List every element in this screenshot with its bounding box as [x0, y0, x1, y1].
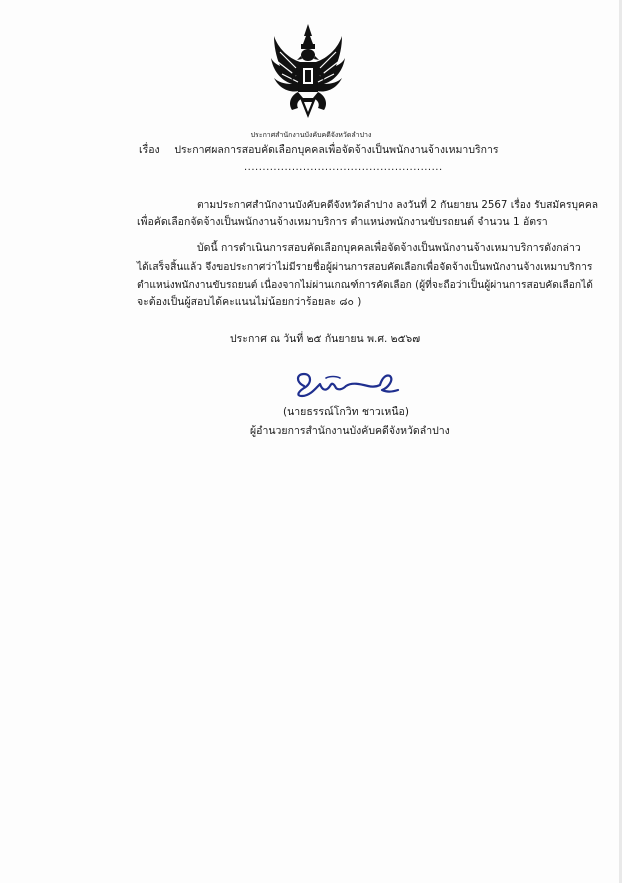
subject-label: เรื่อง — [139, 144, 160, 156]
subject-line — [139, 143, 499, 157]
paragraph-1-line-1: ตามประกาศสำนักงานบังคับคดีจังหวัดลำปาง ลงวันที่ 2 กันยายน 2567 เรื่อง รับสมัครบุคคล — [197, 199, 599, 211]
paragraph-2-line-3: ตำแหน่งพนักงานขับรถยนต์ เนื่องจากไม่ผ่านเกณฑ์การคัดเลือก (ผู้ที่จะถือว่าเป็นผู้ผ่านการสอบคัดเลือกได้ — [137, 279, 593, 291]
paragraph-2-line-1: บัดนี้ การดำเนินการสอบคัดเลือกบุคคลเพื่อจัดจ้างเป็นพนักงานจ้างเหมาบริการดังกล่าว — [197, 242, 581, 254]
subject-text: ประกาศผลการสอบคัดเลือกบุคคลเพื่อจัดจ้างเป็นพนักงานจ้างเหมาบริการ — [174, 144, 499, 156]
paragraph-2-line-2: ได้เสร็จสิ้นแล้ว จึงขอประกาศว่าไม่มีรายชื่อผู้ผ่านการสอบคัดเลือกเพื่อจัดจ้างเป็นพนักงานจ้างเหมาบริการ — [137, 261, 593, 273]
paragraph-1-line-2: เพื่อคัดเลือกจัดจ้างเป็นพนักงานจ้างเหมาบริการ ตำแหน่งพนักงานขับรถยนต์ จำนวน 1 อัตรา — [137, 216, 548, 228]
paragraph-2-line-4: จะต้องเป็นผู้สอบได้คะแนนไม่น้อยกว่าร้อยละ ๘๐ ) — [137, 296, 362, 308]
garuda-emblem-icon — [270, 22, 346, 120]
announcement-title: ประกาศสำนักงานบังคับคดีจังหวัดลำปาง — [250, 131, 372, 139]
announcement-date: ประกาศ ณ วันที่ ๒๕ กันยายน พ.ศ. ๒๕๖๗ — [230, 333, 421, 345]
signature-image — [290, 370, 402, 400]
signer-name: (นายธรรณ์โกวิท ชาวเหนือ) — [283, 406, 409, 418]
signer-title: ผู้อำนวยการสำนักงานบังคับคดีจังหวัดลำปาง — [250, 425, 450, 437]
header-divider: ...................................................... — [244, 162, 443, 173]
